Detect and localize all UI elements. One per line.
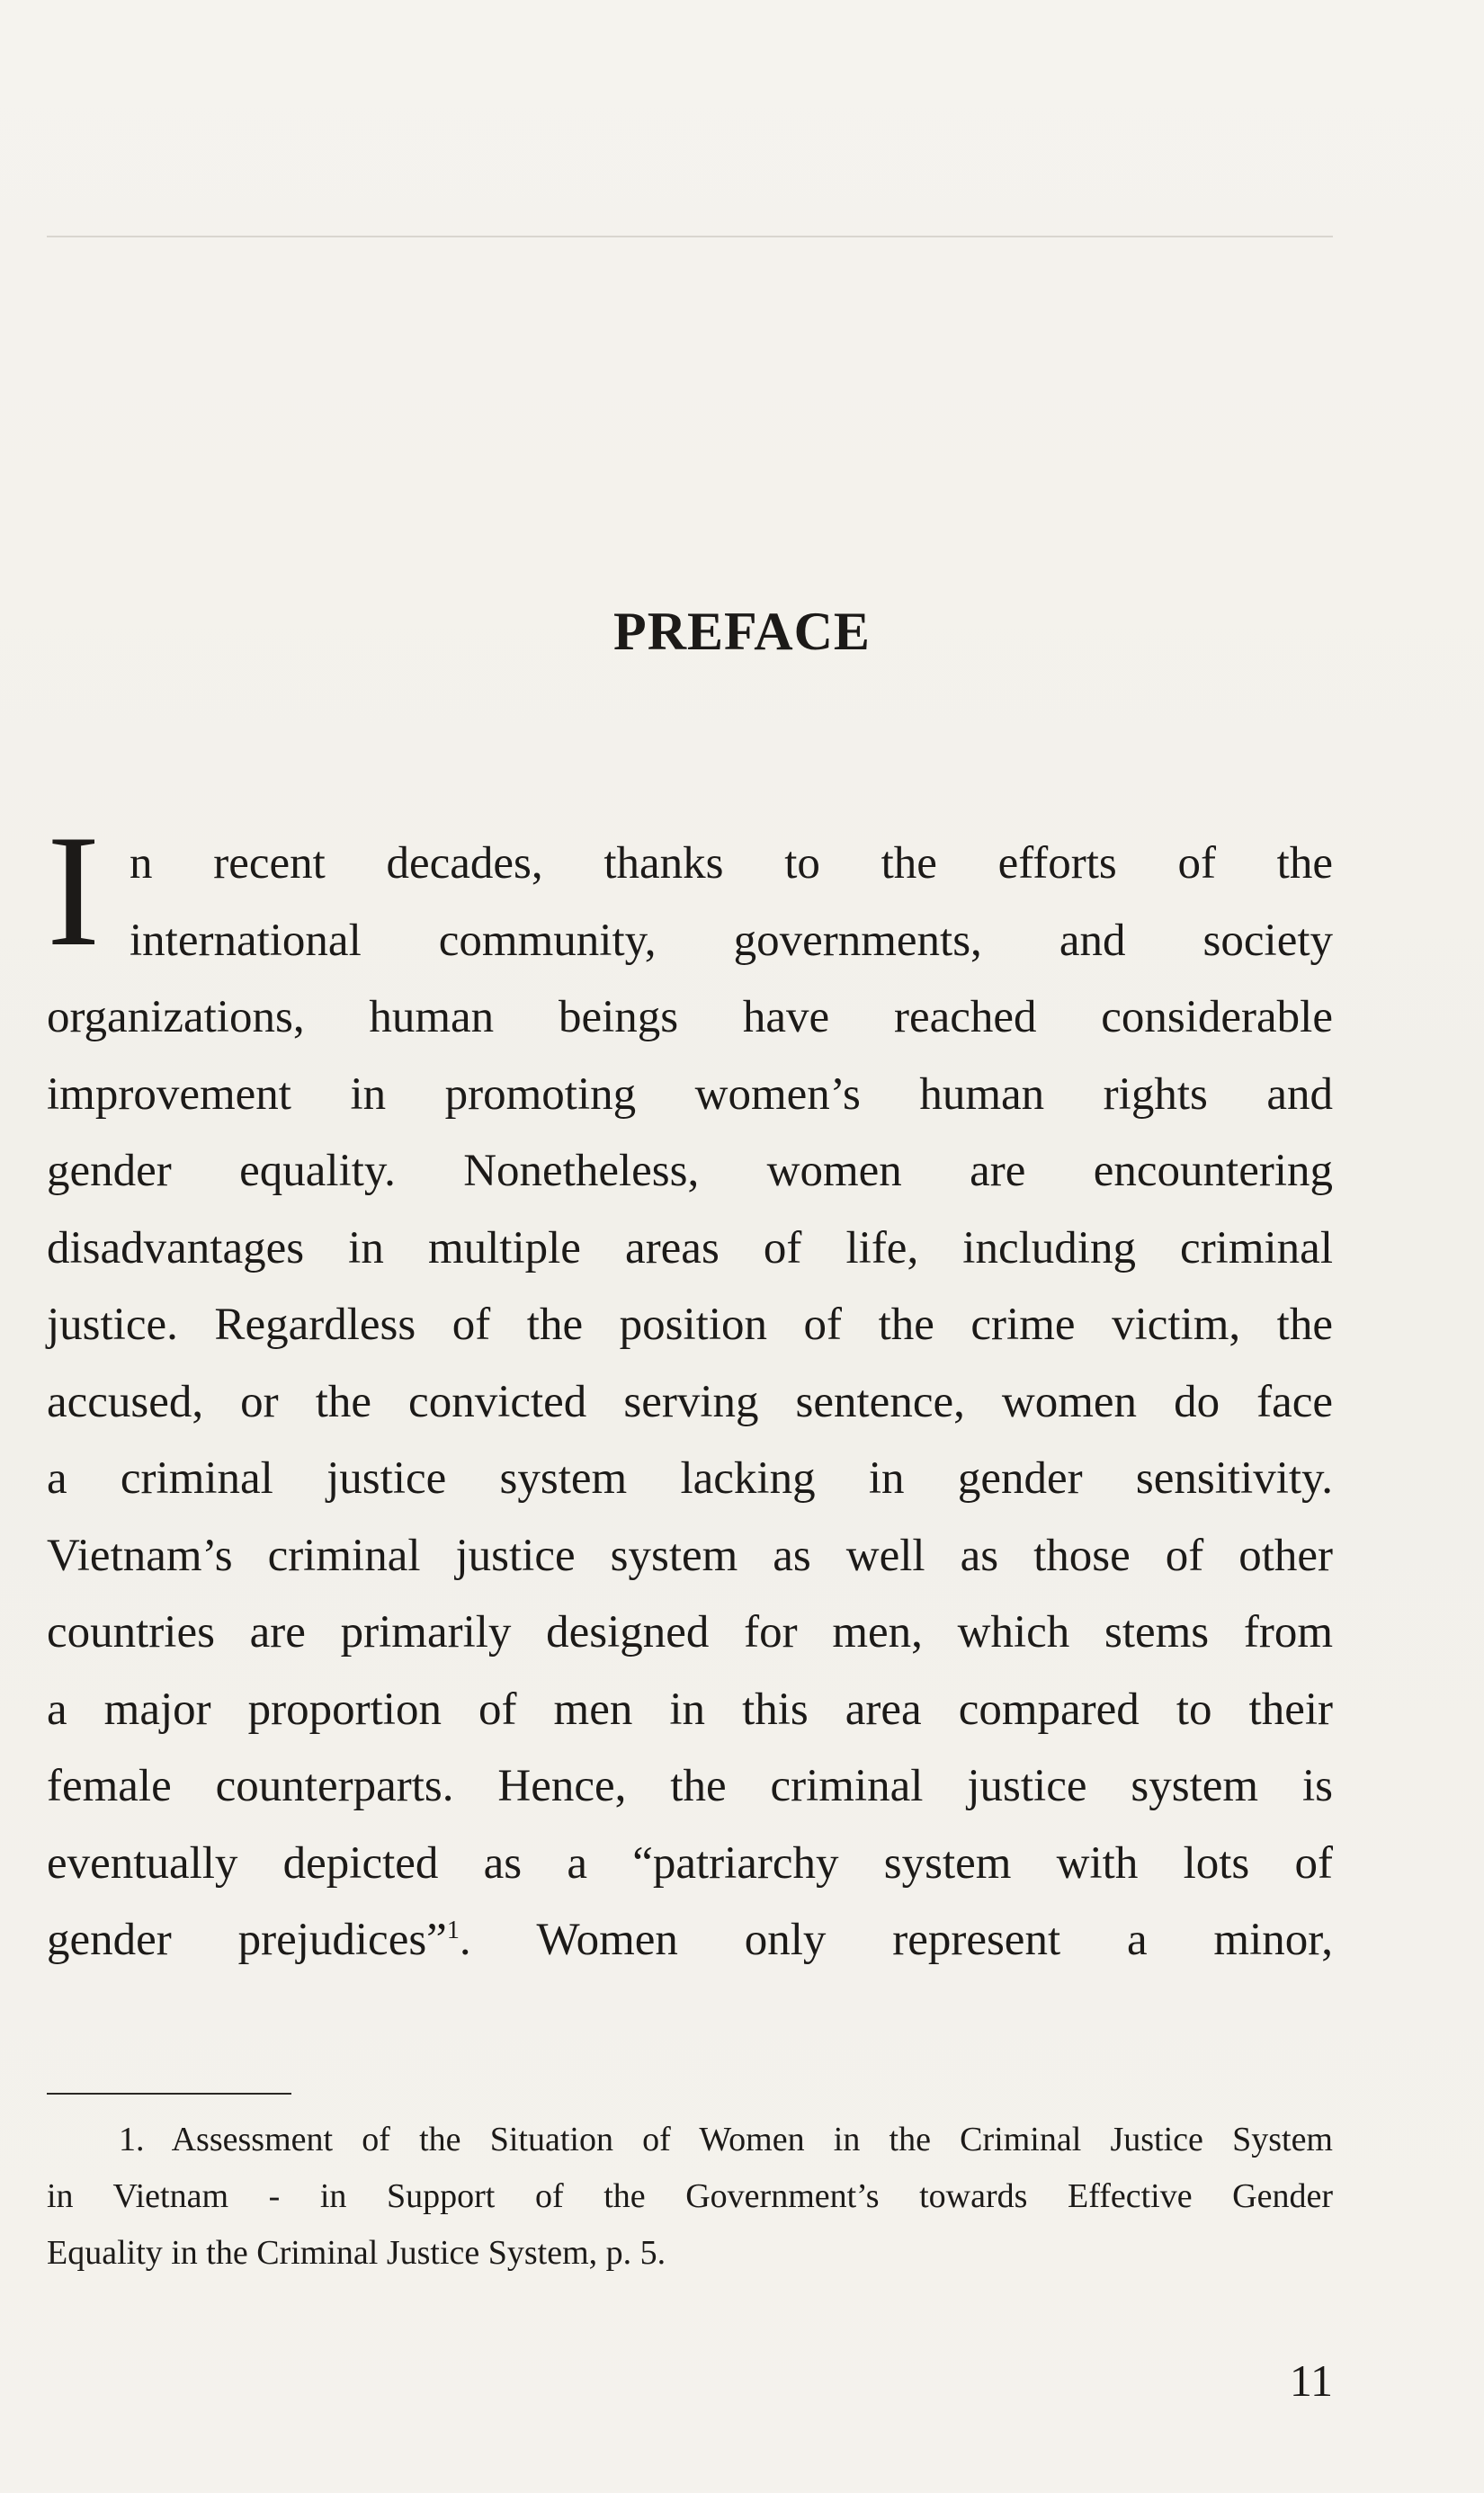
paragraph-line: countries are primarily designed for men, which stems from [47,1607,1333,1658]
paragraph-line: a criminal justice system lacking in gender sensitivity. [47,1453,1333,1504]
footnote-line: 1. Assessment of the Situation of Women in the Criminal Justice System [119,2121,1333,2158]
paragraph-line: female counterparts. Hence, the criminal justice system is [47,1761,1333,1811]
footnote-reference-period: . [459,1915,537,1965]
footnote-line: Equality in the Criminal Justice System, p. 5. [47,2234,666,2272]
paragraph-line: accused, or the convicted serving sentence, women do face [47,1376,1333,1427]
paragraph-line: disadvantages in multiple areas of life, including criminal [47,1222,1333,1273]
footnote-reference[interactable]: 1 [446,1917,460,1944]
drop-cap: I [47,801,101,979]
paragraph-line-part: Women only represent a minor, [536,1915,1333,1965]
paragraph-line-part: gender prejudices” [47,1915,447,1965]
paragraph-line: Vietnam’s criminal justice system as well as those of other [47,1530,1333,1581]
footnote [47,2112,1333,2282]
footnote-separator [47,2093,291,2095]
running-header-rule [47,236,1333,237]
footnote-line: in Vietnam - in Support of the Government’s towards Effective Gender [47,2177,1333,2215]
paragraph-line: justice. Regardless of the position of the crime victim, the [47,1300,1333,1350]
paragraph-line: international community, governments, and society [130,915,1333,966]
page-number: 11 [1289,2355,1333,2406]
paragraph-line: a major proportion of men in this area compared to their [47,1684,1333,1735]
paragraph-line: improvement in promoting women’s human rights and [47,1068,1333,1120]
paragraph-line: eventually depicted as a “patriarchy system with lots of [47,1837,1333,1889]
preface-paragraph [47,826,1333,1979]
paragraph-line-with-footnote [47,1902,1333,1979]
paragraph-line: organizations, human beings have reached considerable [47,992,1333,1042]
paragraph-line: gender equality. Nonetheless, women are encountering [47,1146,1333,1196]
page-title: PREFACE [613,602,871,661]
paragraph-line: n recent decades, thanks to the efforts of the [130,838,1333,889]
